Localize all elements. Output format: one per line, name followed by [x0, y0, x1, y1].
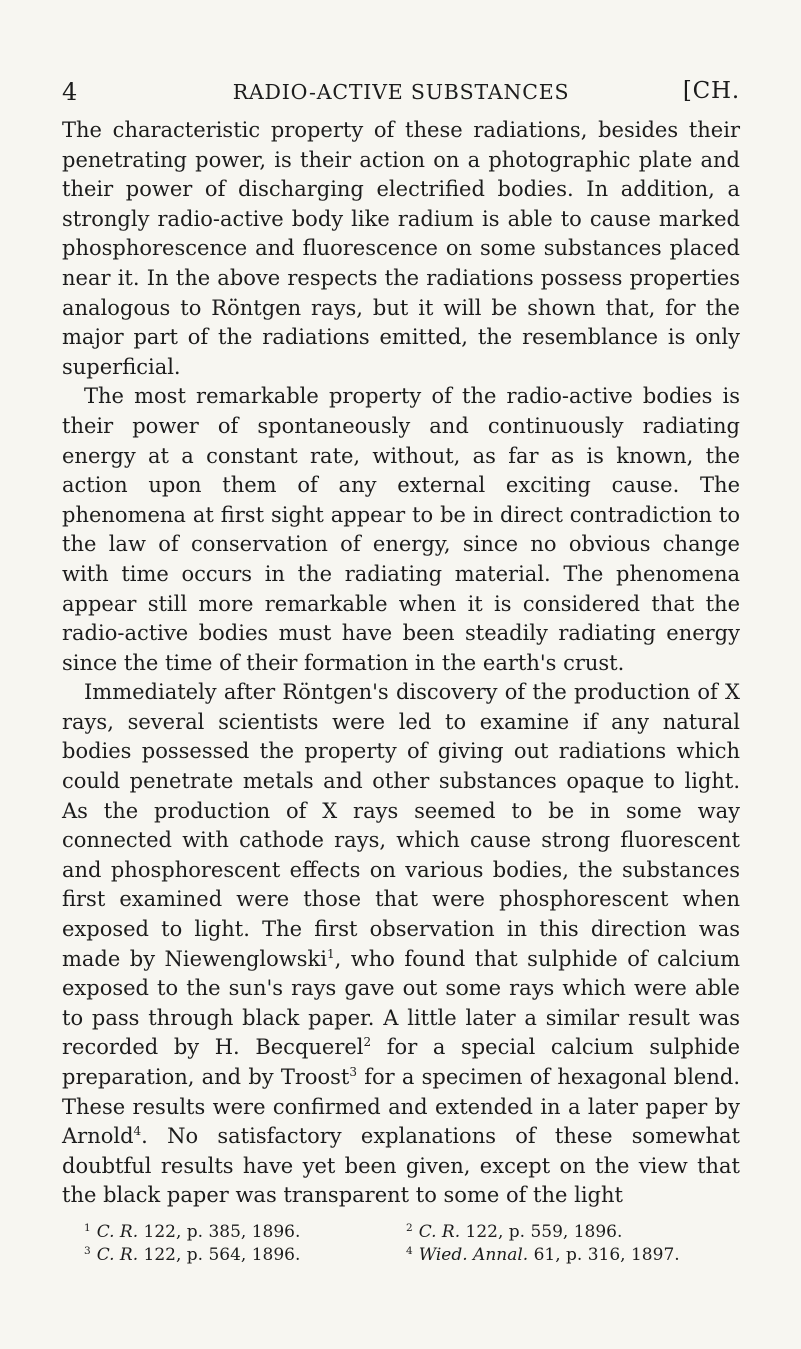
page-body	[62, 116, 740, 1211]
footnote-ref-3: 3	[349, 1065, 358, 1079]
footnote-detail: 61, p. 316, 1897.	[528, 1244, 680, 1265]
footnote-2	[406, 1221, 740, 1244]
footnote-number: 3	[84, 1244, 91, 1257]
paragraph-3-text-b: , who found that sulphide of calcium exposed to the sun's rays gave out some rays which were able to pass through black paper. A little later a similar result was recorded by H. Becquerel	[62, 946, 741, 1060]
footnote-detail: 122, p. 559, 1896.	[460, 1221, 623, 1242]
footnote-number: 2	[406, 1221, 413, 1234]
footnote-number: 1	[84, 1221, 91, 1234]
paragraph-2: The most remarkable property of the radio-active bodies is their power of spontaneously and continuously radiating energy at a constant rate, without, as far as is known, the action upon them of any external exciting cause. The phenomena at first sight appear to be in direct contradiction to the law of conservation of energy, since no obvious change with time occurs in the radiating material. The phenomena appear still more remarkable when it is considered that the radio-active bodies must have been steadily radiating energy since the time of their formation in the earth's crust.	[62, 384, 740, 675]
running-title: RADIO-ACTIVE SUBSTANCES	[232, 80, 570, 104]
chapter-mark: [CH.	[682, 78, 740, 104]
footnote-source: C. R.	[418, 1221, 461, 1242]
page-number: 4	[62, 78, 79, 106]
footnote-1	[84, 1221, 406, 1244]
paragraph-3-text-a: Immediately after Röntgen's discovery of the production of X rays, several scientists were led to examine if any natural bodies possessed the property of giving out radiations which could penetrate metals and other substances opaque to light. As the production of X rays seemed to be in some way connected with cathode rays, which cause strong fluorescent and phosphorescent effects on various bodies, the substances first examined were those that were phosphorescent when exposed to light. The first observation in this direction was made by Niewenglowski	[62, 680, 740, 971]
paragraph-3-text-c: for a special calcium sulphide preparation, and by Troost	[62, 1035, 740, 1089]
paragraph-3-text-d: for a specimen of hexagonal blend. These results were confirmed and extended in a later paper by Arnold	[62, 1065, 740, 1149]
paragraph-3-text-e: . No satisfactory explanations of these somewhat doubtful results have yet been given, except on the view that the black paper was transparent to some of the light	[62, 1124, 740, 1208]
footnote-detail: 122, p. 385, 1896.	[138, 1221, 301, 1242]
footnotes	[62, 1221, 740, 1267]
footnote-detail: 122, p. 564, 1896.	[138, 1244, 301, 1265]
footnote-source: C. R.	[96, 1244, 139, 1265]
footnote-3	[84, 1244, 406, 1267]
footnote-ref-4: 4	[133, 1124, 142, 1139]
footnote-source: C. R.	[96, 1221, 139, 1242]
footnote-4	[406, 1244, 740, 1267]
footnote-source: Wied. Annal.	[418, 1244, 529, 1265]
footnote-ref-1: 1	[327, 946, 335, 961]
running-header	[62, 68, 740, 108]
footnote-number: 4	[406, 1244, 413, 1257]
paragraph-1: The characteristic property of these radiations, besides their penetrating power, is their action on a photographic plate and their power of discharging electrified bodies. In addition, a strongly radio-active body like radium is able to cause marked phosphorescence and fluorescence on some substances placed near it. In the above respects the radiations possess properties analogous to Röntgen rays, but it will be shown that, for the major part of the radiations emitted, the resemblance is only superficial.	[62, 118, 740, 379]
book-page	[62, 68, 740, 1267]
footnote-ref-2: 2	[363, 1035, 372, 1050]
paragraph-3	[62, 678, 740, 1211]
